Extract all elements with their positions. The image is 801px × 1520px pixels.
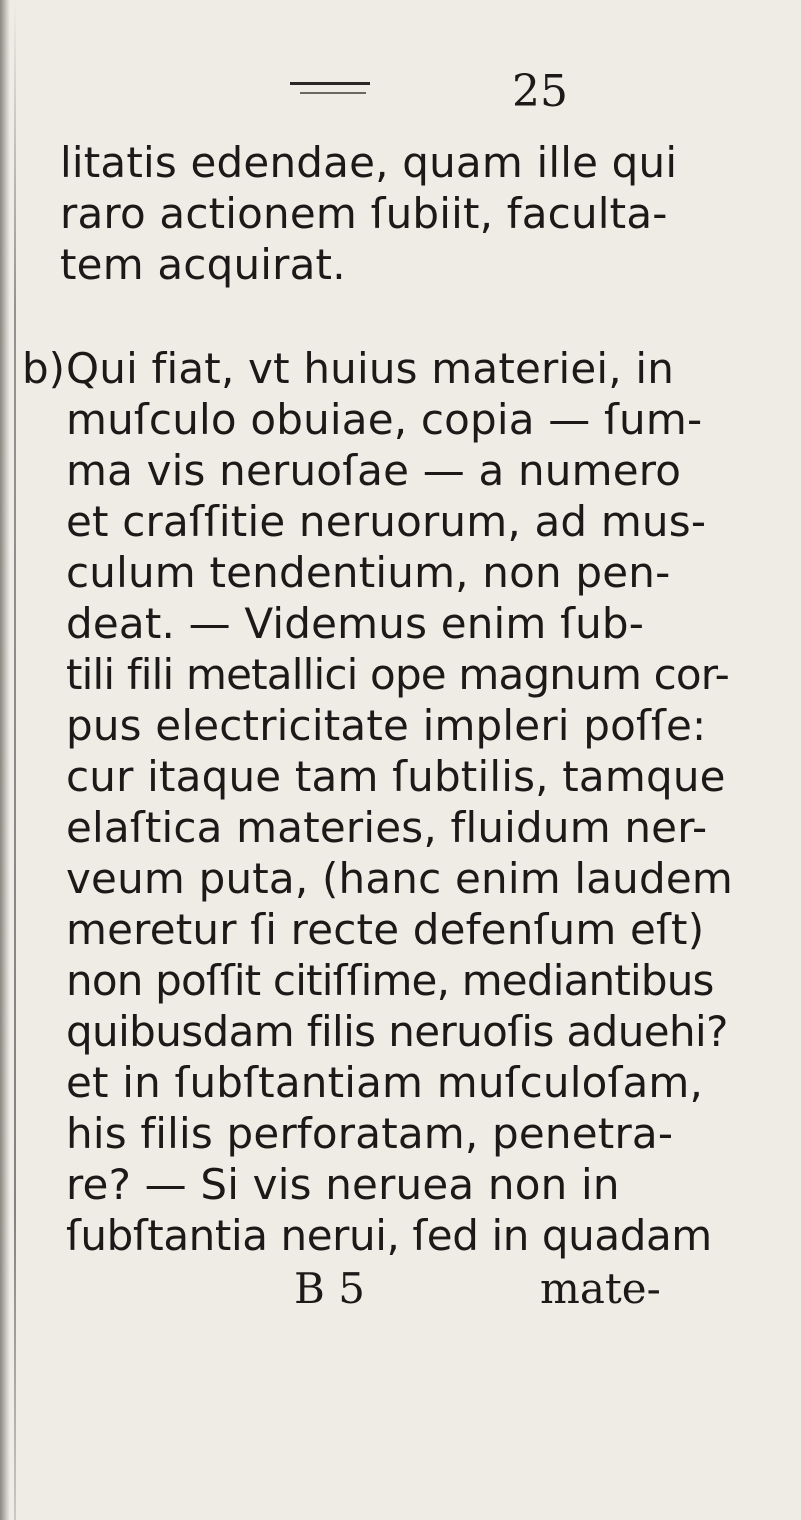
text-line: tili fili metallici ope magnum cor-	[66, 650, 729, 699]
text-line: raro aϲtionem ſubiit, faculta-	[60, 189, 668, 238]
text-line: pus electricitate impleri poſſe:	[66, 701, 707, 750]
text-line: deat. — Videmus enim ſub-	[66, 599, 645, 648]
item-label-b: b)	[22, 344, 66, 393]
text-line: elaſtica materies, fluidum ner-	[66, 803, 708, 852]
text-line: quibusdam filis neruoſis aduehi?	[66, 1007, 728, 1056]
text-line: non poſſit citiſſime, mediantibus	[66, 956, 714, 1005]
text-line: muſculo obuiae, copia — ſum-	[66, 395, 703, 444]
text-line: cur itaque tam ſubtilis, tamque	[66, 752, 726, 801]
text-line: et in ſubſtantiam muſculoſam,	[66, 1058, 704, 1107]
text-line: his filis perforatam, penetra-	[66, 1109, 674, 1158]
text-line: tem acquirat.	[60, 240, 346, 289]
text-line: litatis edendae, quam ille qui	[60, 138, 678, 187]
text-line: et craſſitie neruorum, ad mus-	[66, 497, 707, 546]
text-line: ſubſtantia nerui, ſed in quadam	[66, 1211, 712, 1260]
catchword: mate-	[540, 1264, 661, 1313]
signature-mark: B 5	[294, 1264, 365, 1313]
text-line: veum puta, (hanc enim laudem	[66, 854, 733, 903]
text-line: meretur ſi recte defenſum eſt)	[66, 905, 705, 954]
text-line: Qui fiat, vt huius materiei, in	[66, 344, 675, 393]
page-number: 25	[512, 66, 568, 117]
text-line: re? — Si vis neruea non in	[66, 1160, 620, 1209]
text-line: ma vis neruoſae — a numero	[66, 446, 682, 495]
text-line: culum tendentium, non pen-	[66, 548, 671, 597]
